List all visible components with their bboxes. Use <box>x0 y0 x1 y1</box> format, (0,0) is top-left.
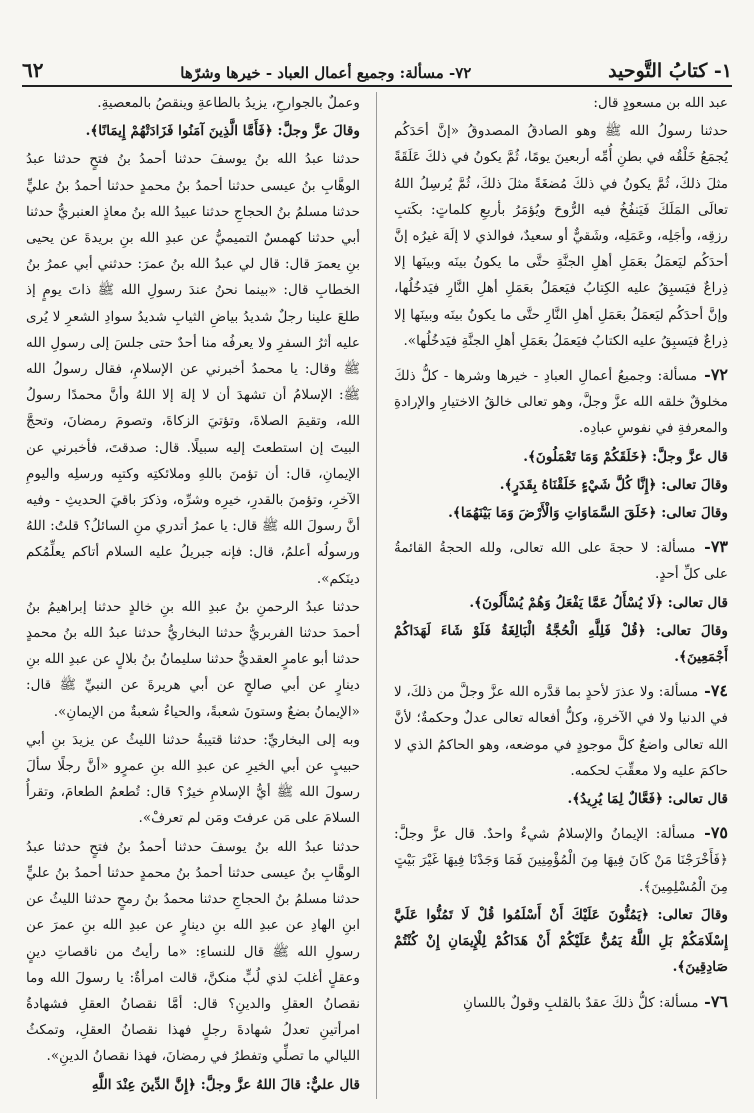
text-paragraph <box>394 444 728 470</box>
text-paragraph <box>394 590 728 616</box>
masala-paragraph <box>394 362 728 442</box>
masala-paragraph <box>394 820 728 900</box>
paragraph-text: وقالَ تعالى: ﴿يَمُنُّونَ عَلَيْكَ أَنْ أَسْلَمُوا قُلْ لَا تَمُنُّوا عَلَيَّ إِسْلَامَكُمْ بَلِ اللَّهُ يَمُنُّ عَلَيْكُمْ أَنْ هَدَاكُمْ لِلْإِيمَانِ إِنْ كُنْتُمْ صَادِقِينَ﴾. <box>394 906 728 976</box>
masala-paragraph <box>394 678 728 784</box>
masala-number: ٧٢- <box>697 365 728 385</box>
book-title: ١- كتابُ التَّوحيد <box>608 60 732 82</box>
paragraph-text: وعملٌ بالجوارحِ، يزيدُ بالطاعةِ وينقصُ بالمعصيةِ. <box>97 95 360 111</box>
paragraph-text: حدثنا عبدُ الله بنُ يوسفَ حدثنا أحمدُ بنُ فتحٍ حدثنا عبدُ الوهَّابِ بنُ عيسى حدثنا أحمدُ بنُ محمدٍ حدثنا أحمدُ بنُ عليٍّ حدثنا مسلمُ بنُ الحجاجِ حدثنا عبيدُ الله بنُ معاذٍ العنبريُّ حدثنا أبي حدثنا كهمسٌ التميميُّ عن عبدِ الله بنِ بريدةَ عن يحيى بنِ يعمرَ قال: قال لي عبدُ الله بنُ عمرَ: حدثني أبي عمرُ بنُ الخطابِ قال: «بينما نحنُ عندَ رسولِ الله ﷺ ذاتَ يومٍ إذ طلعَ علينا رجلٌ شديدُ بياضِ الثيابِ شديدُ سوادِ الشعرِ لا يُرى عليه أثرُ السفرِ ولا يعرفُه منا أحدٌ حتى جلسَ إلى رسولِ الله ﷺ وقال: يا محمدُ أخبرني عن الإسلامِ، فقال رسولُ الله ﷺ: الإسلامُ أن تشهدَ أن لا إلهَ إلا اللهُ وأنَّ محمدًا رسولُ الله، وتقيمَ الصلاةَ، وتؤتيَ الزكاةَ، وتصومَ رمضانَ، وتحجَّ البيتَ إن استطعتَ إليه سبيلًا. قال: صدقتَ، فأخبرني عن الإيمانِ، قال: أن تؤمنَ باللهِ وملائكتِه وكتبِه ورسلِه واليومِ الآخرِ، وتؤمنَ بالقدرِ، خيرِه وشرِّه، وذكرَ باقيَ الحديثِ - وفيه أنَّ رسولَ الله ﷺ قال: يا عمرُ أتدري منِ السائلُ؟ قلتُ: اللهُ ورسولُه أعلمُ، قال: فإنه جبريلُ عليه السلام أتاكم يعلِّمُكم دينَكم». <box>26 151 360 587</box>
paragraph-text: قال تعالى: ﴿فَعَّالٌ لِمَا يُرِيدُ﴾. <box>567 791 728 808</box>
paragraph-text: قال عليٌّ: قالَ اللهُ عزَّ وجلَّ: ﴿إِنَّ الدِّينَ عِنْدَ اللَّهِ <box>91 1076 360 1093</box>
text-paragraph <box>394 500 728 526</box>
page-header <box>22 48 732 87</box>
right-column <box>394 90 728 1103</box>
paragraph-text: مسألة: ولا عذرَ لأحدٍ بما قدَّره الله عزَّ وجلَّ من ذلكَ، لا في الدنيا ولا في الآخرةِ، وكلُّ أفعاله تعالى عدلٌ وحكمةٌ؛ لأنَّ الله تعالى واضعٌ كلَّ موجودٍ في موضعه، وهو الحاكمُ الذي لا حاكمَ عليه ولا معقِّبَ لحكمه. <box>394 684 728 779</box>
paragraph-text: مسألة: كلُّ ذلكَ عقدٌ بالقلبِ وقولٌ باللسانِ <box>462 994 699 1011</box>
text-paragraph <box>26 90 360 116</box>
text-paragraph <box>26 727 360 832</box>
text-paragraph <box>394 902 728 981</box>
paragraph-text: مسألة: الإيمانُ والإسلامُ شيءٌ واحدٌ. قال عزَّ وجلَّ: ﴿فَأَخْرَجْنَا مَنْ كَانَ فِيهَا مِنَ الْمُؤْمِنِينَ فَمَا وَجَدْنَا فِيهَا غَيْرَ بَيْتٍ مِنَ الْمُسْلِمِينَ﴾. <box>394 826 728 895</box>
text-paragraph <box>394 472 728 498</box>
paragraph-text: وقالَ تعالى: ﴿خَلَقَ السَّمَاوَاتِ وَالْأَرْضَ وَمَا بَيْنَهُمَا﴾. <box>448 505 728 522</box>
paragraph-text: حدثنا رسولُ الله ﷺ وهو الصادقُ المصدوقُ «إنَّ أحَدَكُم يُجمَعُ خَلْقُه في بطنِ أُمِّه أربعينَ يومًا، ثُمَّ يكونُ في ذلكَ عَلَقَةً مثلَ ذلكَ، ثُمَّ يكونُ في ذلكَ مُضغَةً مثلَ ذلكَ، ثُمَّ يُرسِلُ اللهُ تعالَى المَلَكَ فَيَنفُخُ فيه الرُّوحَ ويُؤمَرُ بأربعِ كلماتٍ: بكَتبِ رزقِه، وأجَلِه، وعَمَلِه، وشَقيٌّ أو سعيدٌ، فوالذي لا إلَهَ غيرُه إنَّ أحدَكُم ليَعمَلُ بعَمَلِ أهلِ الجنَّةِ حتَّى ما يكونُ بينَه وبينَها إلا ذِراعٌ فيَسبِقُ عليه الكِتابُ فيَعمَلُ بعَمَلِ أهلِ النَّارِ فيَدخُلُها، وإنَّ أحدَكُم ليَعمَلُ بعَمَلِ أهلِ النَّارِ حتَّى ما يكونُ بينَه وبينَها إلا ذِراعٌ فيَسبِقُ عليه الكتابُ فيَعمَلُ بعَمَلِ أهلِ الجنَّةِ فيَدخُلُها». <box>394 123 728 349</box>
text-paragraph <box>394 118 728 354</box>
masala-number: ٧٣- <box>695 537 728 557</box>
paragraph-text: مسألة: لا حجةَ على الله تعالى، ولله الحجةُ القائمةُ على كلِّ أحدٍ. <box>394 540 728 583</box>
text-paragraph <box>394 786 728 812</box>
text-paragraph <box>26 146 360 591</box>
paragraph-text: وبه إلى البخاريِّ: حدثنا قتيبةُ حدثنا الليثُ عن يزيدَ بنِ أبي حبيبٍ عن أبي الخيرِ عن عبدِ الله بنِ عمرٍو «أنَّ رجلًا سألَ رسولَ الله ﷺ أيُّ الإسلامِ خيرٌ؟ قال: تُطعمُ الطعامَ، وتقرأُ السلامَ على مَن عرفتَ ومَن لم تعرفْ». <box>26 731 360 827</box>
left-column <box>26 90 360 1103</box>
masala-paragraph <box>394 534 728 587</box>
text-paragraph <box>26 1072 360 1098</box>
paragraph-text: حدثنا عبدُ الله بنُ يوسفَ حدثنا أحمدُ بنُ فتحٍ حدثنا عبدُ الوهَّابِ بنُ عيسى حدثنا أحمدُ بنُ محمدٍ حدثنا أحمدُ بنُ عليٍّ حدثنا مسلمُ بنُ الحجاجِ حدثنا محمدُ بنُ رمحٍ حدثنا الليثُ عن ابنِ الهادِ عن عبدِ الله بنِ دينارٍ عن عبدِ الله بنِ عمرَ عن رسولِ الله ﷺ قال للنساءِ: «ما رأيتُ من ناقصاتِ دينٍ وعقلٍ أغلبَ لذي لُبٍّ منكنَّ، قالت امرأةٌ: يا رسولَ الله وما نقصانُ العقلِ والدينِ؟ قال: أمَّا نقصانُ العقلِ فشهادةُ امرأتينِ تعدلُ شهادةَ رجلٍ فهذا نقصانُ العقلِ، وتمكثُ الليالي ما تصلِّي وتفطرُ في رمضانَ، فهذا نقصانُ الدينِ». <box>26 838 360 1065</box>
text-paragraph <box>394 90 728 116</box>
paragraph-text: وقالَ تعالى: ﴿قُلْ فَلِلَّهِ الْحُجَّةُ الْبَالِغَةُ فَلَوْ شَاءَ لَهَدَاكُمْ أَجْمَعِينَ﴾. <box>394 622 728 666</box>
paragraph-text: وقالَ عزَّ وجلَّ: ﴿فَأَمَّا الَّذِينَ آمَنُوا فَزَادَتْهُمْ إِيمَانًا﴾. <box>85 123 360 140</box>
text-paragraph <box>26 834 360 1070</box>
paragraph-text: قال عزَّ وجلَّ: ﴿خَلَقَكُمْ وَمَا تَعْمَلُونَ﴾. <box>523 448 728 465</box>
page-number: ٦٢ <box>22 58 44 82</box>
paragraph-text: وقالَ تعالى: ﴿إِنَّا كُلَّ شَيْءٍ خَلَقْنَاهُ بِقَدَرٍ﴾. <box>499 476 728 493</box>
text-paragraph <box>26 594 360 725</box>
paragraph-text: مسألة: وجميعُ أعمالِ العبادِ - خيرها وشرها - كلُّ ذلكَ مخلوقٌ خلقه الله عزَّ وجلَّ، وهو تعالى خالقُ الاختيارِ والإرادةِ والمعرفةِ في نفوسِ عبادِه. <box>394 368 728 437</box>
paragraph-text: حدثنا عبدُ الرحمنِ بنُ عبدِ الله بنِ خالدٍ حدثنا إبراهيمُ بنُ أحمدَ حدثنا الفربريُّ حدثنا البخاريُّ حدثنا عبدُ الله بنُ محمدٍ حدثنا أبو عامرٍ العقديُّ حدثنا سليمانُ بنُ بلالٍ عن عبدِ الله بنِ دينارٍ عن أبي صالحٍ عن أبي هريرةَ عن النبيِّ ﷺ قال: «الإيمانُ بضعٌ وستونَ شعبةً، والحياءُ شعبةٌ من الإيمانِ». <box>26 598 360 720</box>
section-title: ٧٢- مسألة: وجميع أعمال العباد - خيرها وشرّها <box>180 64 472 82</box>
text-paragraph <box>26 118 360 144</box>
masala-number: ٧٦- <box>698 991 728 1011</box>
masala-number: ٧٥- <box>695 823 728 843</box>
paragraph-text: قال تعالى: ﴿لَا يُسْأَلُ عَمَّا يَفْعَلُ وَهُمْ يُسْأَلُونَ﴾. <box>469 594 728 611</box>
masala-paragraph <box>394 989 728 1016</box>
paragraph-text: عبد الله بن مسعودٍ قال: <box>593 95 728 111</box>
column-divider <box>376 92 377 1099</box>
masala-number: ٧٤- <box>698 681 728 701</box>
text-paragraph <box>394 618 728 670</box>
